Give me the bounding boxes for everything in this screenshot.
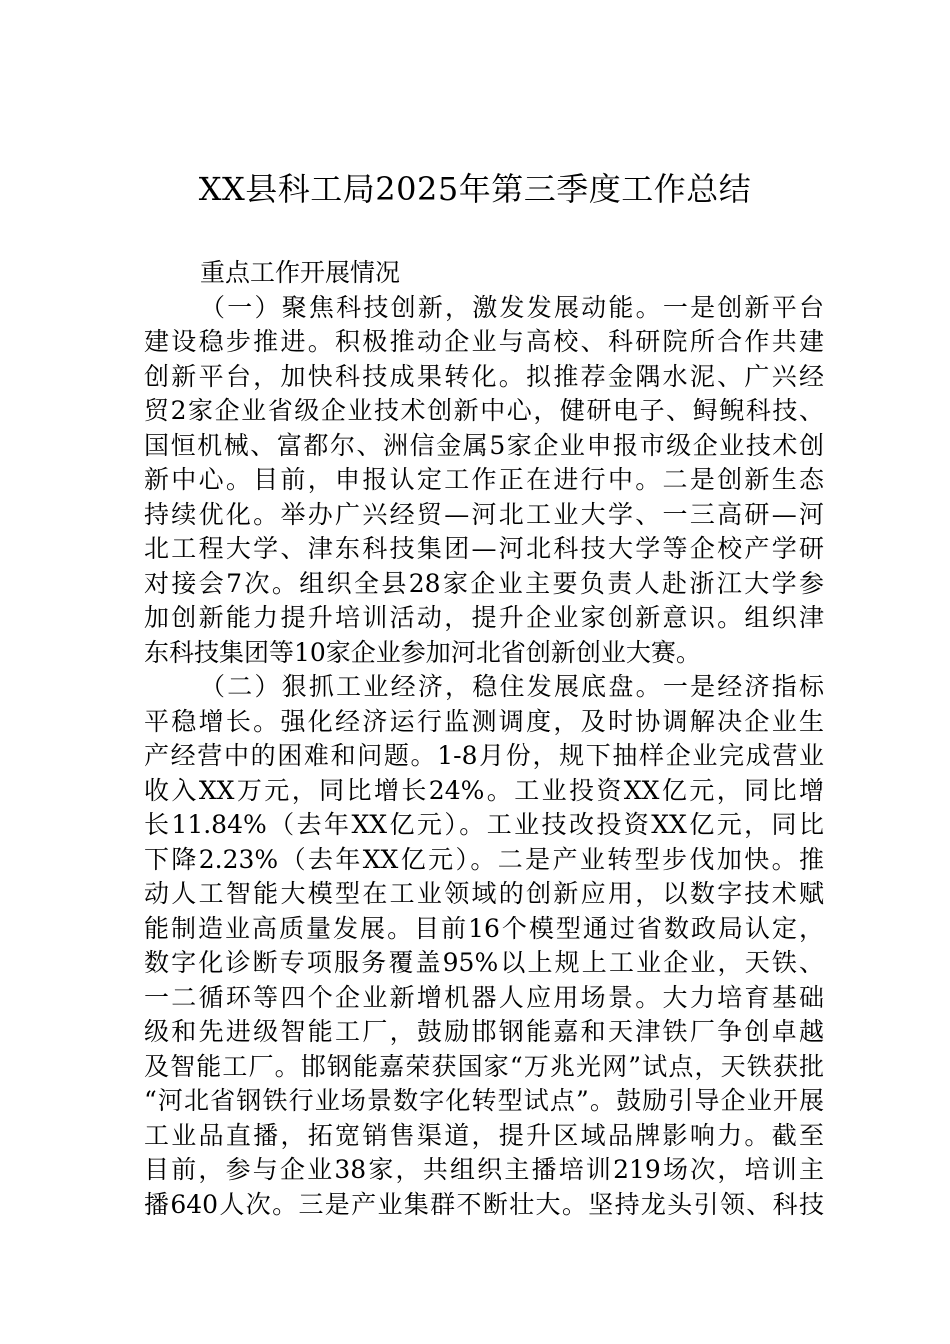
text-line: 下降2.23%（去年XX亿元）。二是产业转型步伐加快。推: [144, 844, 824, 874]
text-line: 平稳增长。强化经济运行监测调度，及时协调解决企业生: [144, 706, 824, 736]
text-line: 动人工智能大模型在工业领域的创新应用，以数字技术赋: [144, 879, 824, 908]
text-line: 数字化诊断专项服务覆盖95%以上规上工业企业，天铁、: [144, 948, 824, 977]
document-body: [144, 256, 824, 1222]
paragraph-2: [144, 670, 824, 1222]
text-line: 创新平台，加快科技成果转化。拟推荐金隅水泥、广兴经: [144, 361, 824, 391]
text-line: 新中心。目前，申报认定工作正在进行中。二是创新生态: [144, 465, 824, 494]
text-line: 级和先进级智能工厂，鼓励邯钢能嘉和天津铁厂争创卓越: [144, 1017, 824, 1046]
text-line: 加创新能力提升培训活动，提升企业家创新意识。组织津: [144, 603, 824, 632]
paragraph-list: [144, 291, 824, 1223]
text-line: 国恒机械、富都尔、洲信金属5家企业申报市级企业技术创: [144, 430, 824, 460]
text-line: “河北省钢铁行业场景数字化转型试点”。鼓励引导企业开展: [144, 1086, 824, 1115]
text-line: 产经营中的困难和问题。1-8月份，规下抽样企业完成营业: [144, 741, 824, 770]
document-title: XX县科工局2025年第三季度工作总结: [198, 170, 752, 208]
text-line: 东科技集团等10家企业参加河北省创新创业大赛。: [144, 637, 701, 667]
text-line: 持续优化。举办广兴经贸—河北工业大学、一三高研—河: [144, 499, 824, 529]
paragraph-1: [144, 291, 824, 671]
text-line: 一二循环等四个企业新增机器人应用场景。大力培育基础: [144, 982, 824, 1012]
text-line: 建设稳步推进。积极推动企业与高校、科研院所合作共建: [144, 327, 824, 356]
text-line: 贸2家企业省级企业技术创新中心，健研电子、鲟鲵科技、: [144, 396, 824, 425]
text-line: 收入XX万元，同比增长24%。工业投资XX亿元，同比增: [144, 775, 824, 805]
section-heading: 重点工作开展情况: [200, 258, 401, 287]
text-line: 目前，参与企业38家，共组织主播培训219场次，培训主: [144, 1155, 824, 1184]
text-line: 及智能工厂。邯钢能嘉荣获国家“万兆光网”试点，天铁获批: [144, 1051, 824, 1081]
text-line: 对接会7次。组织全县28家企业主要负责人赴浙江大学参: [144, 568, 824, 598]
text-line: 长11.84%（去年XX亿元）。工业技改投资XX亿元，同比: [144, 810, 824, 839]
text-line: （一）聚焦科技创新，激发发展动能。一是创新平台: [200, 292, 824, 322]
text-line: 工业品直播，拓宽销售渠道，提升区域品牌影响力。截至: [144, 1120, 824, 1150]
text-line: 能制造业高质量发展。目前16个模型通过省数政局认定，: [144, 913, 824, 943]
text-line: 播640人次。三是产业集群不断壮大。坚持龙头引领、科技: [144, 1189, 824, 1219]
text-line: （二）狠抓工业经济，稳住发展底盘。一是经济指标: [200, 672, 824, 701]
text-line: 北工程大学、津东科技集团—河北科技大学等企校产学研: [144, 534, 824, 563]
